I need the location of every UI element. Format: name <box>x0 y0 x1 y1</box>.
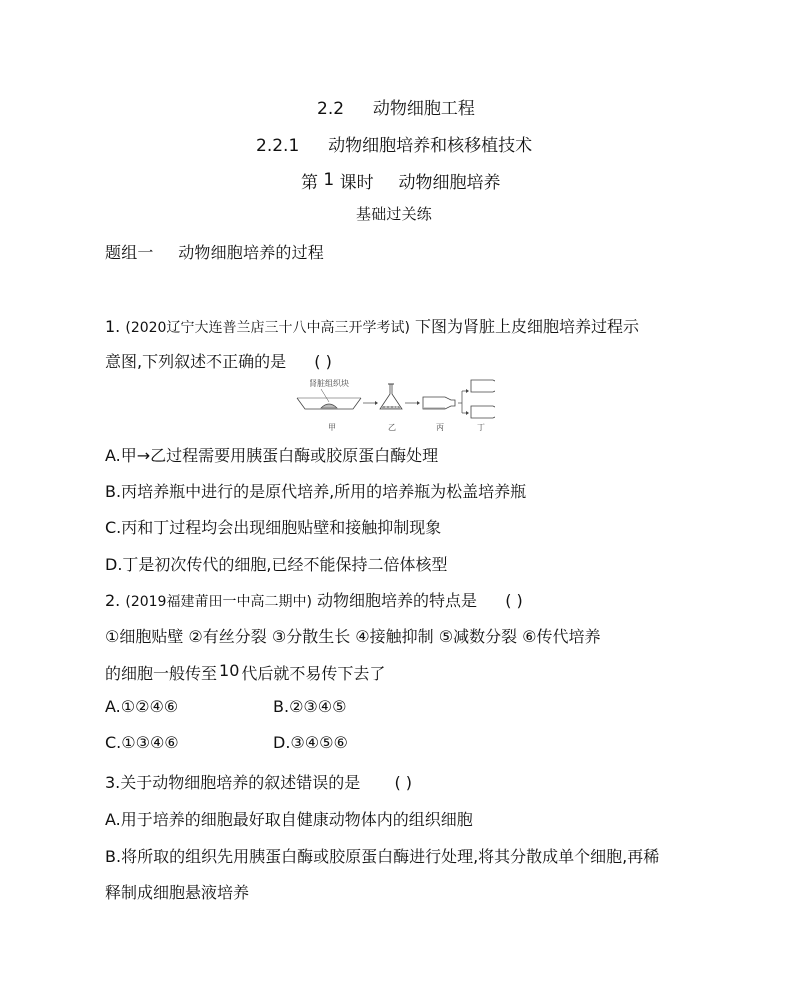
q1-source: (2020辽宁大连普兰店三十八中高三开学考试) <box>125 320 410 336</box>
q2-stem <box>105 588 523 611</box>
q1-answer-bracket: ( ) <box>314 352 332 371</box>
subsection-title: 动物细胞培养和核移植技术 <box>328 136 533 156</box>
bottles-ding <box>471 380 495 418</box>
q2-items-number: 10 <box>219 661 240 680</box>
option-letter: A. <box>105 446 121 465</box>
option-text: 用于培养的细胞最好取自健康动物体内的组织细胞 <box>120 810 473 829</box>
q1-option-a <box>105 443 438 466</box>
option-text: 甲→乙过程需要用胰蛋白酶或胶原蛋白酶处理 <box>120 446 439 465</box>
cell-culture-diagram <box>295 376 495 434</box>
q2-items-line-2 <box>105 661 385 684</box>
option-text: 丙和丁过程均会出现细胞贴壁和接触抑制现象 <box>121 518 442 537</box>
bottle-bing <box>423 397 455 409</box>
option-letter: B. <box>273 697 290 716</box>
option-text: ②③④⑤ <box>289 697 347 716</box>
flask-yi <box>380 384 402 409</box>
q2-stem-text: 动物细胞培养的特点是 <box>317 591 478 610</box>
q1-stem-part-1: 下图为肾脏上皮细胞培养过程示 <box>415 317 640 336</box>
option-letter: C. <box>105 733 122 752</box>
option-letter: A. <box>105 810 121 829</box>
label-bing: 丙 <box>436 423 444 432</box>
group-heading <box>105 240 324 263</box>
lesson-heading <box>301 168 500 193</box>
subsection-number: 2.2.1 <box>256 136 300 156</box>
option-text: 丙培养瓶中进行的是原代培养,所用的培养瓶为松盖培养瓶 <box>121 482 527 501</box>
group-title: 动物细胞培养的过程 <box>178 243 325 262</box>
option-text: ①③④⑥ <box>121 733 179 752</box>
q2-items-text-a: 的细胞一般传至 <box>105 664 218 683</box>
dish-jia <box>297 389 361 409</box>
lesson-number: 1 <box>323 170 335 190</box>
q3-option-b-continued: 释制成细胞悬液培养 <box>105 883 250 902</box>
option-text: ①②④⑥ <box>120 697 179 716</box>
lesson-title: 动物细胞培养 <box>398 173 501 193</box>
q1-option-b <box>105 479 526 502</box>
q2-items-text-c: 代后就不易传下去了 <box>241 664 386 683</box>
q2-source: (2019福建莆田一中高二期中) <box>125 594 312 610</box>
q2-answer-bracket: ( ) <box>505 591 523 610</box>
lesson-suffix: 课时 <box>339 173 374 193</box>
q3-number: 3. <box>105 773 121 792</box>
q2-option-b <box>273 697 346 716</box>
option-letter: A. <box>105 697 121 716</box>
label-ding: 丁 <box>477 423 485 432</box>
option-text: ③④⑤⑥ <box>290 733 348 752</box>
q3-option-b <box>105 844 659 867</box>
option-text: 丁是初次传代的细胞,已经不能保持二倍体核型 <box>122 555 448 574</box>
q1-option-c <box>105 515 441 538</box>
option-letter: D. <box>273 733 291 752</box>
q1-stem-line-2 <box>105 349 332 372</box>
q2-option-d <box>273 733 348 752</box>
q1-number: 1. <box>105 317 121 336</box>
group-label: 题组一 <box>105 243 154 262</box>
q3-stem <box>105 770 412 793</box>
q2-items-line-1: ①细胞贴壁 ②有丝分裂 ③分散生长 ④接触抑制 ⑤减数分裂 ⑥传代培养 <box>105 627 601 646</box>
q2-option-c <box>105 733 179 752</box>
subsection-heading <box>256 131 532 156</box>
q3-answer-bracket: ( ) <box>394 773 413 792</box>
q1-option-d <box>105 552 448 575</box>
option-letter: D. <box>105 555 123 574</box>
q2-option-a <box>105 697 178 716</box>
option-letter: B. <box>105 847 122 866</box>
lesson-prefix: 第 <box>301 173 318 193</box>
q1-stem-line-1 <box>105 314 639 337</box>
option-letter: C. <box>105 518 122 537</box>
q2-number: 2. <box>105 591 121 610</box>
q1-stem-part-2: 意图,下列叙述不正确的是 <box>105 352 287 371</box>
section-title: 动物细胞工程 <box>372 99 475 119</box>
option-letter: B. <box>105 482 122 501</box>
section-heading <box>317 94 475 119</box>
q3-stem-text: 关于动物细胞培养的叙述错误的是 <box>120 773 361 792</box>
section-number: 2.2 <box>317 99 345 119</box>
practice-heading: 基础过关练 <box>356 205 433 223</box>
q3-option-a <box>105 807 473 830</box>
label-yi: 乙 <box>388 423 396 432</box>
option-text: 将所取的组织先用胰蛋白酶或胶原蛋白酶进行处理,将其分散成单个细胞,再稀 <box>121 847 660 866</box>
tissue-label: 肾脏组织块 <box>309 379 349 388</box>
label-jia: 甲 <box>328 423 336 432</box>
